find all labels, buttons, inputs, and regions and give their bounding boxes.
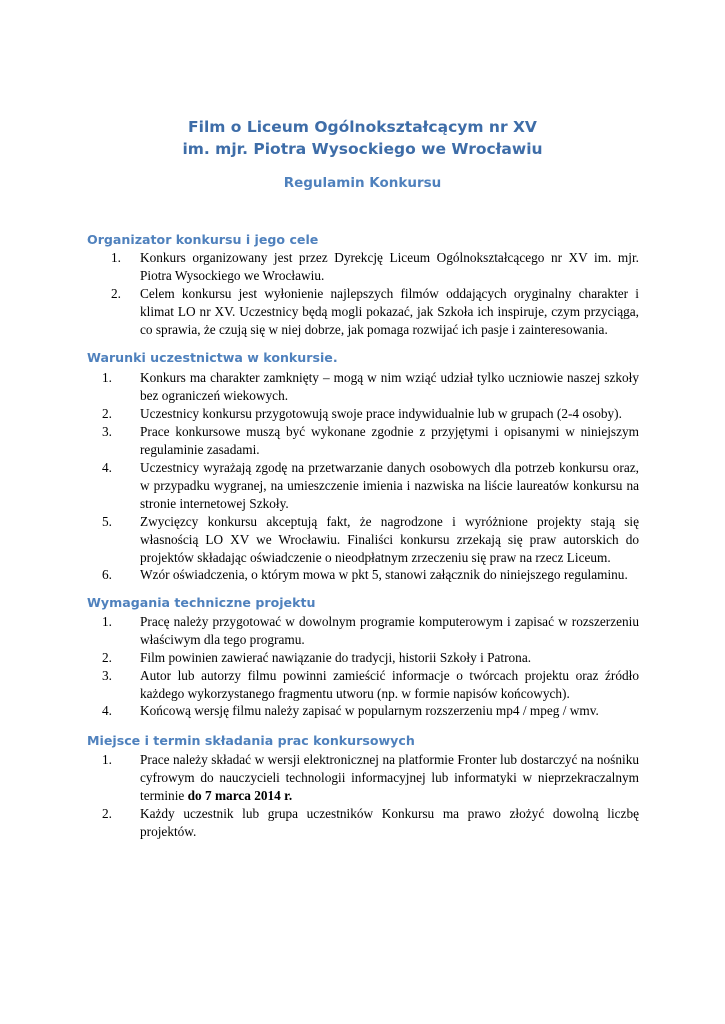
document-subtitle: Regulamin Konkursu <box>283 175 442 191</box>
list-item-number: 3. <box>102 424 112 439</box>
section-heading-submission: Miejsce i termin składania prac konkursowych <box>87 733 415 748</box>
list-item-number: 4. <box>102 703 112 718</box>
section-heading-technical: Wymagania techniczne projektu <box>87 595 316 610</box>
list-item-text: Film powinien zawierać nawiązanie do tradycji, historii Szkoły i Patrona. <box>140 650 532 665</box>
list-item-text: Prace konkursowe muszą być wykonane zgodnie z przyjętymi i opisanymi w niniejszym regulaminie zasadami. <box>140 424 639 457</box>
list-item-text-main: Prace należy składać w wersji elektronicznej na platformie Fronter lub dostarczyć na nośniku cyfrowym do nauczycieli technologii informacyjnej lub informatyki w nieprzekraczalnym terminie <box>140 752 639 803</box>
list-item-text: Zwycięzcy konkursu akceptują fakt, że nagrodzone i wyróżnione projekty stają się własnością LO XV we Wrocławiu. Finaliści konkursu zrzekają się praw autorskich do projektów składając oświadczenie o nieodpłatnym zrzeczeniu się praw na rzecz Liceum. <box>140 514 639 565</box>
list-item-text: Końcową wersję filmu należy zapisać w popularnym rozszerzeniu mp4 / mpeg / wmv. <box>140 703 599 718</box>
list-item-number: 4. <box>102 460 112 475</box>
list-item-text: Autor lub autorzy filmu powinni zamieścić informacje o twórcach projektu oraz źródło każdego wykorzystanego fragmentu utworu (np. w formie napisów końcowych). <box>140 668 639 701</box>
list-item-number: 5. <box>102 514 112 529</box>
list-item-number: 1. <box>111 250 121 265</box>
document-title-line-2: im. mjr. Piotra Wysockiego we Wrocławiu <box>182 140 543 158</box>
list-item-text <box>140 751 639 805</box>
list-item-text: Wzór oświadczenia, o którym mowa w pkt 5, stanowi załącznik do niniejszego regulaminu. <box>140 567 628 582</box>
list-item-number: 3. <box>102 668 112 683</box>
list-item-text: Pracę należy przygotować w dowolnym programie komputerowym i zapisać w rozszerzeniu właściwym dla tego programu. <box>140 614 639 647</box>
list-item-text: Konkurs ma charakter zamknięty – mogą w nim wziąć udział tylko uczniowie naszej szkoły bez ograniczeń wiekowych. <box>140 370 639 403</box>
list-item-text: Uczestnicy konkursu przygotowują swoje prace indywidualnie lub w grupach (2-4 osoby). <box>140 406 622 421</box>
submission-deadline: do 7 marca 2014 r. <box>187 788 293 803</box>
list-item-number: 1. <box>102 752 112 767</box>
document-title-line-1: Film o Liceum Ogólnokształcącym nr XV <box>188 118 537 136</box>
list-item-number: 2. <box>111 286 121 301</box>
list-item-text: Konkurs organizowany jest przez Dyrekcję Liceum Ogólnokształcącego nr XV im. mjr. Piotra Wysockiego we Wrocławiu. <box>140 250 639 283</box>
section-heading-conditions: Warunki uczestnictwa w konkursie. <box>87 350 338 365</box>
list-item-number: 2. <box>102 806 112 821</box>
list-item-text: Celem konkursu jest wyłonienie najlepszych filmów oddających oryginalny charakter i klimat LO nr XV. Uczestnicy będą mogli pokazać, jak Szkoła ich inspiruje, czym przyciąga, co sprawia, że czują się w niej dobrze, jak pomaga rozwijać ich pasje i zainteresowania. <box>140 286 639 337</box>
list-item-number: 2. <box>102 406 112 421</box>
section-heading-organizer: Organizator konkursu i jego cele <box>87 232 319 247</box>
list-item-text: Uczestnicy wyrażają zgodę na przetwarzanie danych osobowych dla potrzeb konkursu oraz, w przypadku wygranej, na umieszczenie imienia i nazwiska na liście laureatów konkursu na stronie internetowej Szkoły. <box>140 460 639 511</box>
list-item-text: Każdy uczestnik lub grupa uczestników Konkursu ma prawo złożyć dowolną liczbę projektów. <box>140 806 639 839</box>
list-item-number: 1. <box>102 370 112 385</box>
list-item-number: 2. <box>102 650 112 665</box>
list-item-number: 1. <box>102 614 112 629</box>
list-item-number: 6. <box>102 567 112 582</box>
